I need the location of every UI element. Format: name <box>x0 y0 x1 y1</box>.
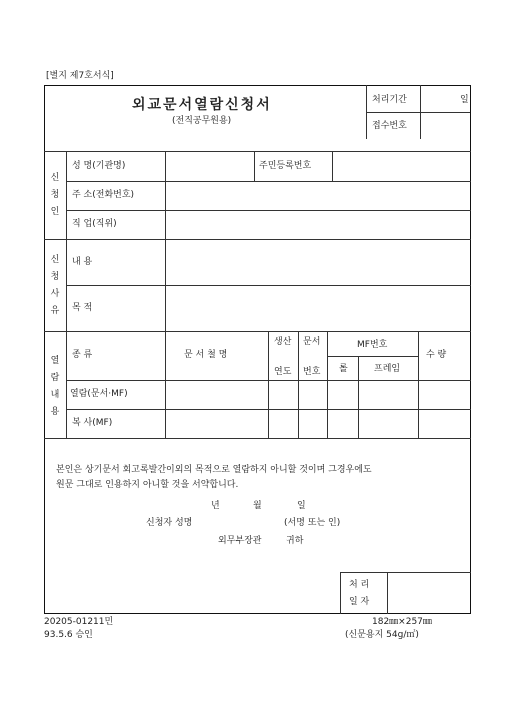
addressee: 외무부장관 <box>218 536 262 546</box>
pledge-line-2: 원문 그대로 인용하지 아니할 것을 서약합니다. <box>56 480 239 490</box>
paper-size: 182㎜×257㎜ <box>372 617 432 627</box>
form-code: 20205-01211민 <box>44 617 114 627</box>
purpose-field[interactable] <box>166 286 470 330</box>
name-label: 성 명(기관명) <box>72 161 126 171</box>
processing-period-unit: 일 <box>460 95 469 105</box>
date-month: 월 <box>253 501 262 511</box>
quantity-label: 수 량 <box>426 350 447 360</box>
view-row-fields[interactable] <box>166 381 470 408</box>
reason-section-label: 신청사유 <box>50 255 60 316</box>
form-subtitle: (전직공무원용) <box>172 116 232 126</box>
address-label: 주 소(전화번호) <box>72 190 135 200</box>
form-title: 외교문서열람신청서 <box>132 97 272 113</box>
roll-label: 롤 <box>339 364 348 374</box>
receipt-number-label: 접수번호 <box>372 121 407 131</box>
doc-number-label-1: 문서 <box>303 337 321 347</box>
production-label-1: 생산 <box>274 337 292 347</box>
processing-date-field[interactable] <box>388 573 470 613</box>
signer-label: 신청자 성명 <box>146 518 193 528</box>
date-day: 일 <box>297 501 306 511</box>
viewing-section-label: 열람내용 <box>50 356 60 417</box>
production-label-2: 연도 <box>274 367 292 377</box>
content-label: 내 용 <box>72 257 93 267</box>
form-label: [별지 제7호서식] <box>46 71 114 81</box>
receipt-number-field[interactable] <box>421 113 469 138</box>
id-number-field[interactable] <box>333 152 470 180</box>
signature-note: (서명 또는 인) <box>284 518 341 528</box>
processing-label-1: 처 리 <box>349 580 370 590</box>
processing-label-2: 일 자 <box>349 597 370 607</box>
applicant-section-label: 신청인 <box>50 173 60 217</box>
pledge-line-1: 본인은 상기문서 회고록발간이외의 목적으로 열람하지 아니할 것이며 그경우에도 <box>56 465 372 475</box>
copy-row-fields[interactable] <box>166 410 470 437</box>
id-number-label: 주민등록번호 <box>259 161 312 171</box>
doc-number-label-2: 번호 <box>303 367 321 377</box>
processing-period-label: 처리기간 <box>372 95 407 105</box>
approval-date: 93.5.6 승인 <box>44 630 93 640</box>
address-field[interactable] <box>166 182 470 209</box>
name-field[interactable] <box>166 152 254 180</box>
frame-label: 프레임 <box>374 364 401 374</box>
paper-type: (신문용지 54g/㎡) <box>345 630 419 640</box>
content-field[interactable] <box>166 240 470 284</box>
row-copy-label: 복 사(MF) <box>72 418 113 428</box>
purpose-label: 목 적 <box>72 303 93 313</box>
mf-number-label: MF번호 <box>357 340 388 350</box>
type-label: 종 류 <box>72 350 93 360</box>
row-view-label: 열람(문서·MF) <box>70 389 128 399</box>
occupation-label: 직 업(직위) <box>72 219 117 229</box>
occupation-field[interactable] <box>166 211 470 238</box>
date-year: 년 <box>211 501 220 511</box>
doc-title-label: 문 서 철 명 <box>184 350 228 360</box>
honorific: 귀하 <box>286 536 304 546</box>
